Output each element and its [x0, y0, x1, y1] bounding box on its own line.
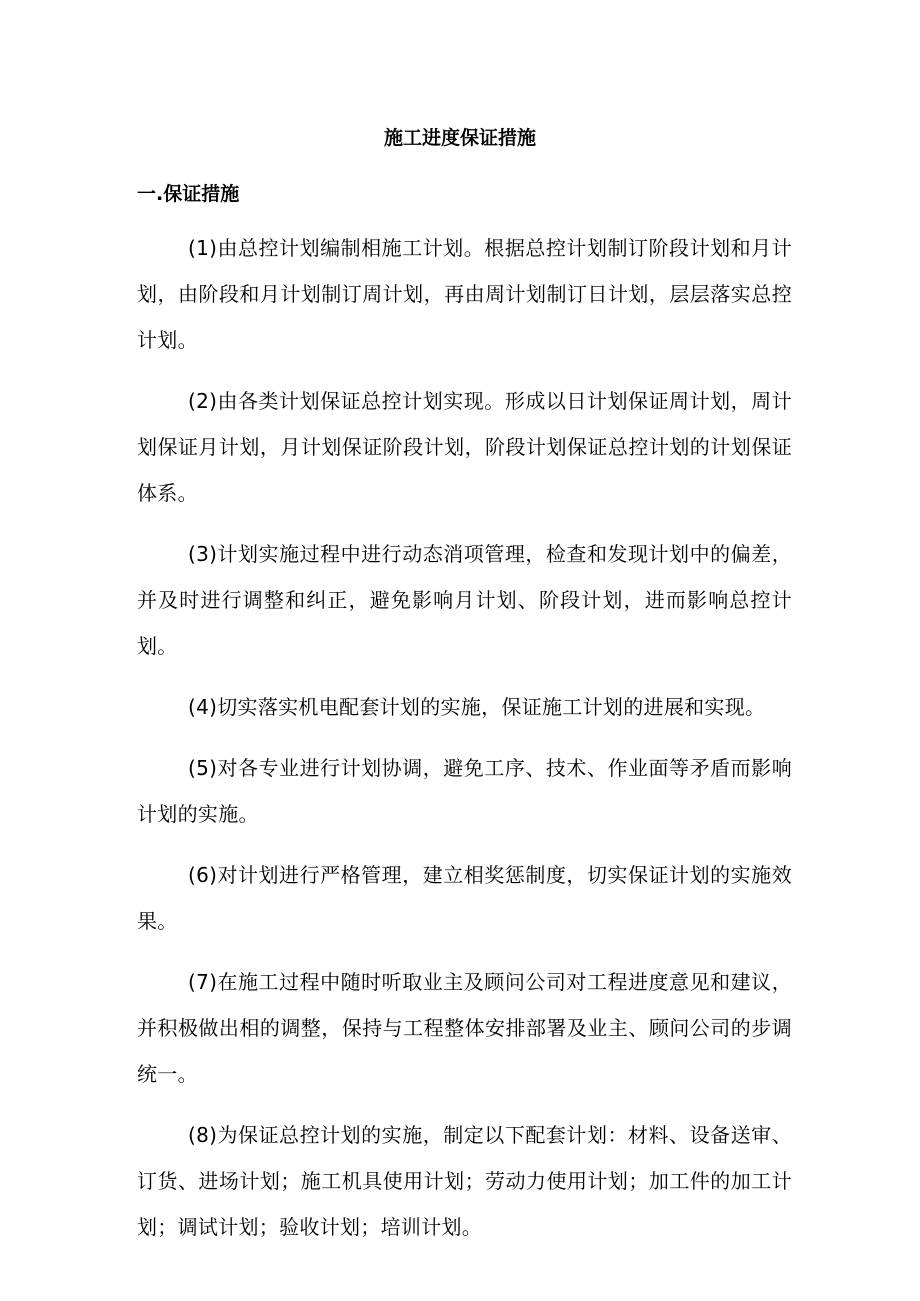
paragraph-4: (4)切实落实机电配套计划的实施，保证施工计划的进展和实现。: [188, 695, 766, 719]
paragraph-2: (2)由各类计划保证总控计划实现。形成以日计划保证周计划，周计划保证月计划，月计划保证阶段计划，阶段计划保证总控计划的计划保证体系。: [137, 389, 792, 505]
paragraph-5: (5)对各专业进行计划协调，避免工序、技术、作业面等矛盾而影响计划的实施。: [137, 756, 792, 826]
document-title: 施工进度保证措施: [383, 127, 536, 149]
body-text: [137, 225, 792, 1250]
paragraph-6: (6)对计划进行严格管理，建立相奖惩制度，切实保证计划的实施效果。: [137, 863, 792, 933]
paragraph-3: (3)计划实施过程中进行动态消项管理，检查和发现计划中的偏差，并及时进行调整和纠正，避免影响月计划、阶段计划，进而影响总控计划。: [137, 542, 792, 658]
paragraph-7: (7)在施工过程中随时听取业主及顾问公司对工程进度意见和建议，并积极做出相的调整，保持与工程整体安排部署及业主、顾问公司的步调统一。: [137, 970, 792, 1086]
paragraph-8: (8)为保证总控计划的实施，制定以下配套计划：材料、设备送审、订货、进场计划；施工机具使用计划；劳动力使用计划；加工件的加工计划；调试计划；验收计划；培训计划。: [137, 1123, 792, 1239]
section-heading: 一.保证措施: [137, 183, 240, 205]
paragraph-1: (1)由总控计划编制相施工计划。根据总控计划制订阶段计划和月计划，由阶段和月计划制订周计划，再由周计划制订日计划，层层落实总控计划。: [137, 236, 792, 352]
